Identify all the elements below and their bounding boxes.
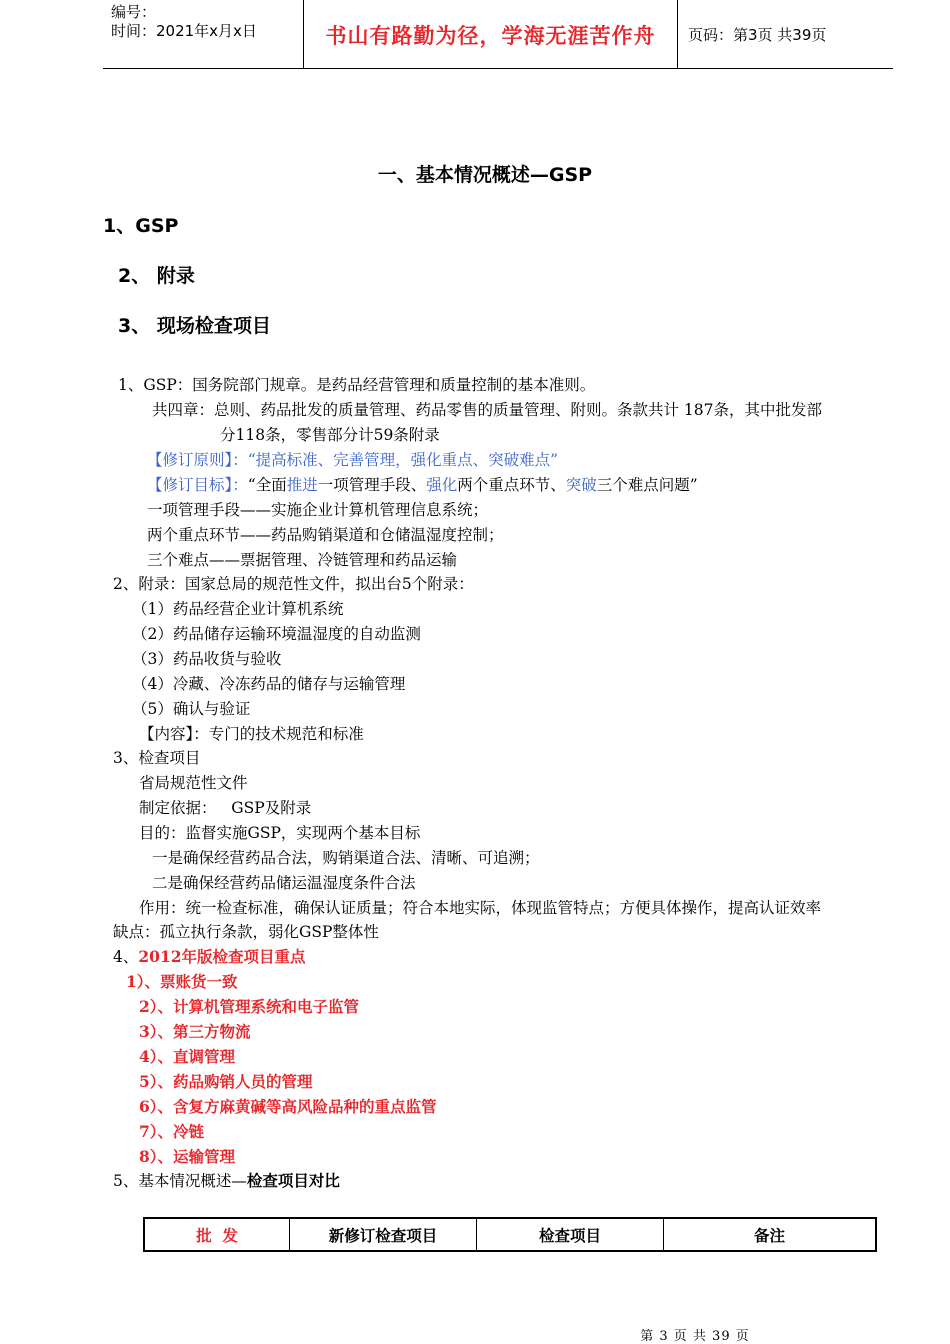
page-title: 一、基本情况概述—GSP: [377, 164, 593, 186]
page-info: 页码：第3页 共39页: [688, 26, 827, 44]
table-header-items: 检查项目: [477, 1218, 664, 1251]
body-line: 1、GSP：国务院部门规章。是药品经营管理和质量控制的基本准则。: [118, 376, 596, 394]
section-heading-3: 3、 现场检查项目: [118, 315, 271, 337]
body-line: 3、检查项目: [113, 749, 201, 767]
body-line: 三个难点——票据管理、冷链管理和药品运输: [147, 551, 458, 569]
body-line: 【内容】：专门的技术规范和标准: [139, 725, 364, 743]
revision-principle: 【修订原则】：“提高标准、完善管理，强化重点、突破难点”: [147, 451, 559, 469]
text-span: 突破: [565, 476, 597, 494]
appendix-item: （5）确认与验证: [132, 700, 251, 718]
key-point-item: 7）、冷链: [139, 1122, 205, 1141]
comparison-table: [143, 1217, 877, 1252]
body-line: 分118条，零售部分计59条附录: [220, 426, 440, 444]
body-line: 制定依据： GSP及附录: [139, 799, 312, 817]
body-line: 一项管理手段——实施企业计算机管理信息系统；: [147, 501, 489, 519]
key-point-item: 5）、药品购销人员的管理: [139, 1072, 313, 1091]
key-point-item: 8）、运输管理: [139, 1147, 236, 1166]
serial-label: 编号：: [111, 3, 157, 21]
text-span: 强化: [426, 476, 458, 494]
time-label: 时间：2021年x月x日: [111, 22, 257, 40]
header-motto-cell: [304, 0, 678, 68]
revision-goal: [147, 475, 698, 495]
key-point-item: 1）、票账货一致: [126, 972, 238, 991]
text-span: 一项管理手段、: [317, 476, 427, 494]
body-line: 作用：统一检查标准，确保认证质量；符合本地实际，体现监管特点；方便具体操作，提高认证效率: [139, 899, 822, 917]
appendix-item: （1）药品经营企业计算机系统: [132, 600, 344, 618]
motto: 书山有路勤为径，学海无涯苦作舟: [325, 24, 656, 48]
table-header-new-items: 新修订检查项目: [290, 1218, 477, 1251]
header-page-cell: [678, 0, 893, 68]
body-line: 共四章：总则、药品批发的质量管理、药品零售的质量管理、附则。条款共计 187条，其中批发部: [152, 401, 823, 419]
text-span: 两个重点环节、: [457, 476, 566, 494]
revision-goal-label: 【修订目标】：: [147, 476, 248, 494]
body-line: 2、附录：国家总局的规范性文件，拟出台5个附录：: [113, 575, 474, 593]
section-heading-2: 2、 附录: [118, 265, 195, 287]
body-line: 目的：监督实施GSP，实现两个基本目标: [139, 824, 421, 842]
body-line: 二是确保经营药品储运温湿度条件合法: [152, 874, 416, 892]
page-footer: 第 3 页 共 39 页: [640, 1329, 750, 1344]
table-header-wholesale: 批 发: [144, 1218, 290, 1251]
key-point-item: 3）、第三方物流: [139, 1022, 251, 1041]
text-span: 4、: [113, 948, 139, 966]
appendix-item: （2）药品储存运输环境温湿度的自动监测: [132, 625, 421, 643]
appendix-item: （4）冷藏、冷冻药品的储存与运输管理: [132, 675, 406, 693]
text-span: 推进: [286, 476, 318, 494]
header-meta-cell: [103, 0, 304, 68]
table-header-row: [144, 1218, 876, 1251]
page-header: [103, 0, 893, 69]
key-point-item: 6）、含复方麻黄碱等高风险品种的重点监管: [139, 1097, 437, 1116]
text-span: “全面: [247, 476, 287, 494]
table-header-notes: 备注: [664, 1218, 877, 1251]
section-heading-1: 1、GSP: [103, 215, 179, 237]
key-point-item: 2）、计算机管理系统和电子监管: [139, 997, 360, 1016]
comparison-heading: [113, 1171, 340, 1191]
key-points-heading: [113, 947, 306, 967]
text-span: 三个难点问题”: [596, 476, 698, 494]
key-point-item: 4）、直调管理: [139, 1047, 236, 1066]
body-line: 一是确保经营药品合法，购销渠道合法、清晰、可追溯；: [152, 849, 540, 867]
body-line: 两个重点环节——药品购销渠道和仓储温湿度控制；: [147, 526, 504, 544]
body-line: 缺点：孤立执行条款，弱化GSP整体性: [113, 923, 379, 941]
appendix-item: （3）药品收货与验收: [132, 650, 282, 668]
text-span: 检查项目对比: [246, 1171, 340, 1190]
body-line: 省局规范性文件: [139, 774, 248, 792]
text-span: 5、基本情况概述—: [113, 1172, 247, 1190]
text-span: 2012年版检查项目重点: [138, 947, 306, 966]
